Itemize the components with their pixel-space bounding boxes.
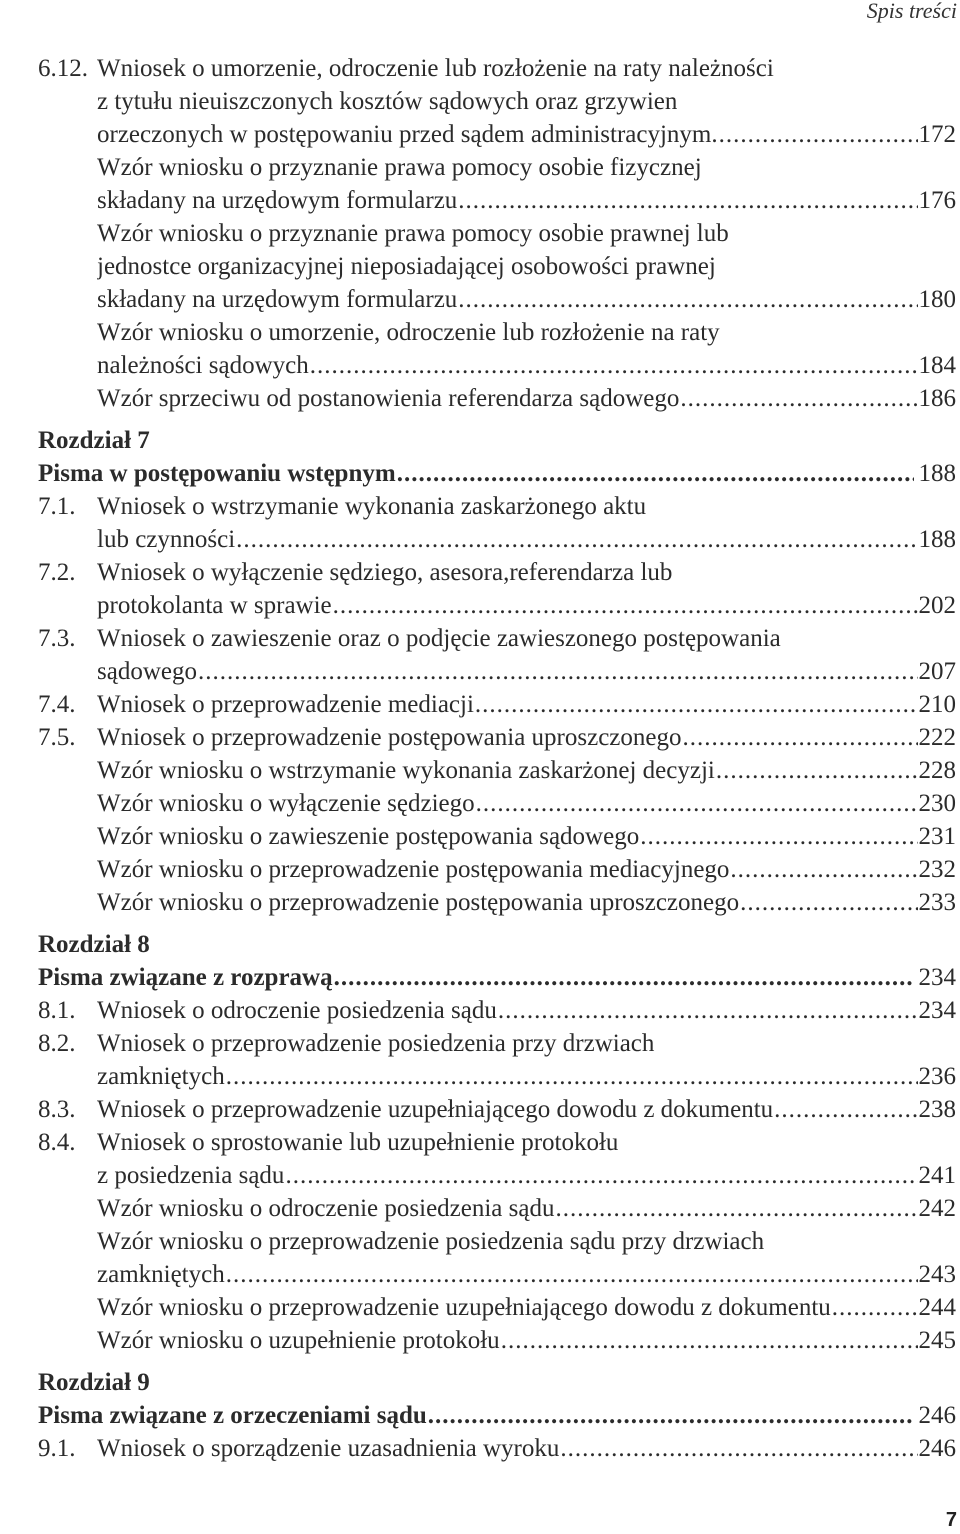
page-ref: 172	[918, 121, 956, 148]
page-ref: 246	[918, 1402, 956, 1429]
toc-entry	[38, 85, 956, 118]
toc-entry	[38, 721, 956, 754]
entry-line	[97, 349, 956, 382]
entry-text: z posiedzenia sądu	[97, 1162, 285, 1189]
page-ref: 246	[918, 1435, 956, 1462]
entry-number: 7.1.	[38, 493, 76, 520]
dot-leader	[397, 457, 914, 490]
entry-text: lub czynności	[97, 526, 236, 553]
entry-line	[97, 721, 956, 754]
entry-text: Wniosek o wyłączenie sędziego, asesora,referendarza lub	[97, 559, 673, 586]
page-ref: 233	[918, 889, 956, 916]
chapter-label	[38, 424, 956, 457]
table-of-contents	[38, 52, 956, 1465]
page-ref: 232	[918, 856, 956, 883]
page-ref: 234	[918, 964, 956, 991]
entry-text: Wniosek o zawieszenie oraz o podjęcie zawieszonego postępowania	[97, 625, 781, 652]
entry-text: jednostce organizacyjnej nieposiadającej osobowości prawnej	[97, 253, 716, 280]
entry-line	[97, 118, 956, 151]
toc-entry	[38, 1192, 956, 1225]
dot-leader	[640, 820, 917, 853]
dot-leader	[334, 961, 914, 994]
entry-line	[97, 655, 956, 688]
entry-line	[97, 1291, 956, 1324]
toc-entry	[38, 382, 956, 415]
entry-line	[97, 1258, 956, 1291]
entry-text: Pisma w postępowaniu wstępnym	[38, 460, 396, 487]
page-ref: 222	[918, 724, 956, 751]
toc-entry	[38, 589, 956, 622]
entry-text: Wzór wniosku o przyznanie prawa pomocy osobie fizycznej	[97, 154, 702, 181]
entry-line	[97, 994, 956, 1027]
entry-text: Rozdział 7	[38, 427, 150, 454]
entry-number: 8.4.	[38, 1129, 76, 1156]
toc-entry	[38, 523, 956, 556]
toc-entry	[38, 994, 956, 1027]
entry-line	[97, 85, 956, 118]
chapter-label	[38, 928, 956, 961]
page-ref: 188	[918, 460, 956, 487]
entry-line	[97, 1093, 956, 1126]
page-ref: 207	[918, 658, 956, 685]
entry-text: Wzór wniosku o przeprowadzenie postępowania mediacyjnego	[97, 856, 730, 883]
toc-entry	[38, 1126, 956, 1159]
toc-entry	[38, 1432, 956, 1465]
page-ref: 186	[918, 385, 956, 412]
entry-number: 7.2.	[38, 559, 76, 586]
entry-line	[97, 1027, 956, 1060]
entry-number: 8.3.	[38, 1096, 76, 1123]
entry-line	[97, 1324, 956, 1357]
entry-text: należności sądowych	[97, 352, 309, 379]
entry-line	[97, 1432, 956, 1465]
entry-number: 8.2.	[38, 1030, 76, 1057]
page-ref: 231	[918, 823, 956, 850]
dot-leader	[226, 1258, 918, 1291]
page-ref: 180	[918, 286, 956, 313]
page-ref: 228	[918, 757, 956, 784]
entry-number: 8.1.	[38, 997, 76, 1024]
entry-line	[97, 1126, 956, 1159]
entry-line	[38, 928, 956, 961]
entry-line	[97, 283, 956, 316]
toc-entry	[38, 1159, 956, 1192]
toc-entry	[38, 1291, 956, 1324]
entry-line	[97, 523, 956, 556]
entry-text: Pisma związane z rozprawą	[38, 964, 333, 991]
page-ref: 245	[918, 1327, 956, 1354]
toc-entry	[38, 250, 956, 283]
entry-text: Rozdział 8	[38, 931, 150, 958]
page-ref: 238	[918, 1096, 956, 1123]
toc-entry	[38, 184, 956, 217]
toc-entry	[38, 754, 956, 787]
entry-line	[97, 589, 956, 622]
entry-line	[97, 1225, 956, 1258]
toc-entry	[38, 556, 956, 589]
entry-text: Wzór wniosku o przyznanie prawa pomocy osobie prawnej lub	[97, 220, 729, 247]
toc-entry	[38, 217, 956, 250]
toc-entry	[38, 490, 956, 523]
entry-number: 7.5.	[38, 724, 76, 751]
entry-text: Wniosek o odroczenie posiedzenia sądu	[97, 997, 497, 1024]
dot-leader	[560, 1432, 917, 1465]
entry-text: sądowego	[97, 658, 197, 685]
page-ref: 242	[918, 1195, 956, 1222]
dot-leader	[680, 382, 917, 415]
dot-leader	[555, 1192, 917, 1225]
entry-text: Wniosek o umorzenie, odroczenie lub rozłożenie na raty należności	[97, 55, 774, 82]
entry-line	[97, 820, 956, 853]
entry-line	[97, 490, 956, 523]
entry-text: Wzór wniosku o umorzenie, odroczenie lub rozłożenie na raty	[97, 319, 720, 346]
dot-leader	[730, 853, 917, 886]
dot-leader	[501, 1324, 918, 1357]
toc-entry	[38, 52, 956, 85]
entry-line	[97, 1060, 956, 1093]
entry-line	[38, 457, 956, 490]
dot-leader	[236, 523, 917, 556]
dot-leader	[740, 886, 917, 919]
entry-line	[97, 151, 956, 184]
toc-entry	[38, 1027, 956, 1060]
page-ref: 234	[918, 997, 956, 1024]
page-ref: 236	[918, 1063, 956, 1090]
entry-text: Wzór wniosku o uzupełnienie protokołu	[97, 1327, 500, 1354]
entry-text: Wzór wniosku o wyłączenie sędziego	[97, 790, 475, 817]
toc-entry	[38, 118, 956, 151]
toc-entry	[38, 1225, 956, 1258]
page-ref: 244	[918, 1294, 956, 1321]
entry-number: 9.1.	[38, 1435, 76, 1462]
entry-line	[97, 886, 956, 919]
entry-text: Wniosek o wstrzymanie wykonania zaskarżonego aktu	[97, 493, 647, 520]
entry-text: Wniosek o przeprowadzenie postępowania uproszczonego	[97, 724, 682, 751]
entry-line	[97, 853, 956, 886]
page-ref: 176	[918, 187, 956, 214]
toc-entry	[38, 886, 956, 919]
entry-line	[38, 1366, 956, 1399]
entry-line	[97, 556, 956, 589]
dot-leader	[476, 787, 918, 820]
dot-leader	[774, 1093, 917, 1126]
entry-number: 7.3.	[38, 625, 76, 652]
page-ref: 243	[918, 1261, 956, 1288]
entry-text: zamkniętych	[97, 1261, 225, 1288]
toc-entry	[38, 688, 956, 721]
dot-leader	[333, 589, 918, 622]
entry-text: orzeczonych w postępowaniu przed sądem administracyjnym.	[97, 121, 718, 148]
toc-entry	[38, 1093, 956, 1126]
entry-line	[97, 622, 956, 655]
toc-entry	[38, 316, 956, 349]
entry-text: Wniosek o przeprowadzenie uzupełniającego dowodu z dokumentu	[97, 1096, 774, 1123]
chapter-title-row	[38, 457, 956, 490]
dot-leader	[226, 1060, 918, 1093]
dot-leader	[458, 283, 917, 316]
entry-text: Wzór wniosku o odroczenie posiedzenia sądu	[97, 1195, 555, 1222]
entry-text: protokolanta w sprawie	[97, 592, 332, 619]
entry-line	[97, 754, 956, 787]
entry-text: Wniosek o sprostowanie lub uzupełnienie protokołu	[97, 1129, 619, 1156]
toc-entry	[38, 1060, 956, 1093]
entry-number: 6.12.	[38, 55, 88, 82]
dot-leader	[832, 1291, 918, 1324]
entry-text: Wniosek o sporządzenie uzasadnienia wyroku	[97, 1435, 560, 1462]
toc-entry	[38, 787, 956, 820]
entry-text: Wzór wniosku o przeprowadzenie uzupełniającego dowodu z dokumentu	[97, 1294, 831, 1321]
entry-text: składany na urzędowym formularzu	[97, 286, 458, 313]
entry-text: składany na urzędowym formularzu	[97, 187, 458, 214]
chapter-title-row	[38, 961, 956, 994]
dot-leader	[458, 184, 917, 217]
dot-leader	[683, 721, 918, 754]
entry-line	[97, 217, 956, 250]
toc-entry	[38, 1324, 956, 1357]
dot-leader	[285, 1159, 917, 1192]
dot-leader	[475, 688, 918, 721]
toc-entry	[38, 1258, 956, 1291]
entry-line	[38, 1399, 956, 1432]
toc-entry	[38, 622, 956, 655]
entry-number: 7.4.	[38, 691, 76, 718]
entry-line	[97, 1159, 956, 1192]
entry-line	[38, 961, 956, 994]
entry-text: Wniosek o przeprowadzenie mediacji	[97, 691, 474, 718]
dot-leader	[498, 994, 918, 1027]
entry-text: z tytułu nieuiszczonych kosztów sądowych oraz grzywien	[97, 88, 678, 115]
page-ref: 184	[918, 352, 956, 379]
dot-leader	[716, 754, 918, 787]
chapter-title-row	[38, 1399, 956, 1432]
toc-entry	[38, 283, 956, 316]
entry-line	[97, 787, 956, 820]
entry-text: Wzór sprzeciwu od postanowienia referendarza sądowego	[97, 385, 680, 412]
page-ref: 241	[918, 1162, 956, 1189]
page-ref: 188	[918, 526, 956, 553]
dot-leader	[428, 1399, 914, 1432]
entry-line	[97, 316, 956, 349]
page-number: 7	[945, 1509, 957, 1531]
dot-leader	[310, 349, 918, 382]
running-header: Spis treści	[866, 0, 957, 23]
entry-line	[97, 184, 956, 217]
entry-text: Wniosek o przeprowadzenie posiedzenia przy drzwiach	[97, 1030, 655, 1057]
dot-leader	[719, 118, 918, 151]
chapter-label	[38, 1366, 956, 1399]
entry-line	[38, 424, 956, 457]
dot-leader	[198, 655, 918, 688]
entry-line	[97, 382, 956, 415]
entry-text: Wzór wniosku o wstrzymanie wykonania zaskarżonej decyzji	[97, 757, 715, 784]
entry-text: Wzór wniosku o przeprowadzenie posiedzenia sądu przy drzwiach	[97, 1228, 765, 1255]
toc-entry	[38, 853, 956, 886]
toc-entry	[38, 349, 956, 382]
entry-text: Rozdział 9	[38, 1369, 150, 1396]
entry-text: Wzór wniosku o przeprowadzenie postępowania uproszczonego	[97, 889, 740, 916]
entry-text: zamkniętych	[97, 1063, 225, 1090]
page-ref: 230	[918, 790, 956, 817]
entry-line	[97, 52, 956, 85]
page-ref: 210	[918, 691, 956, 718]
page-ref: 202	[918, 592, 956, 619]
entry-text: Pisma związane z orzeczeniami sądu	[38, 1402, 427, 1429]
entry-text: Wzór wniosku o zawieszenie postępowania sądowego	[97, 823, 640, 850]
entry-line	[97, 688, 956, 721]
entry-line	[97, 1192, 956, 1225]
entry-line	[97, 250, 956, 283]
toc-entry	[38, 655, 956, 688]
toc-entry	[38, 820, 956, 853]
toc-entry	[38, 151, 956, 184]
